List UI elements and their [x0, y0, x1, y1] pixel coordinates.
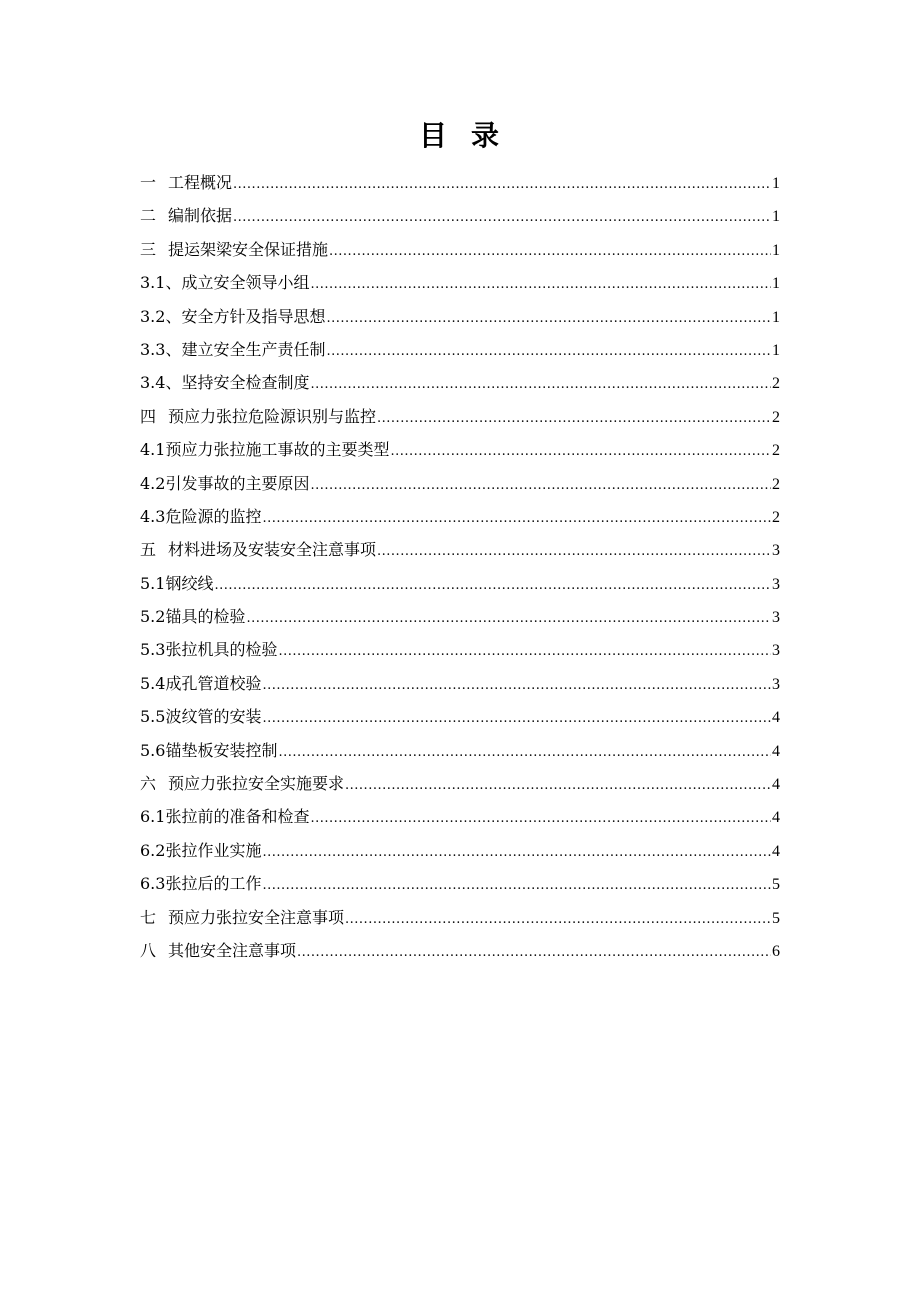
toc-dot-leader: [329, 235, 771, 268]
toc-entry[interactable]: [140, 600, 780, 633]
toc-entry[interactable]: [140, 867, 780, 900]
toc-entry-label: 预应力张拉安全注意事项: [168, 907, 345, 927]
toc-entry-number: 六: [140, 774, 157, 794]
toc-dot-leader: [262, 502, 771, 535]
toc-entry-number: 三: [140, 239, 157, 259]
toc-entry-number: 6.2: [140, 840, 166, 860]
toc-entry-number: 二: [140, 206, 157, 226]
toc-entry-label: 材料进场及安装安全注意事项: [168, 540, 377, 560]
toc-page-number: 1: [772, 175, 780, 192]
toc-entry[interactable]: [140, 400, 780, 433]
toc-dot-leader: [246, 602, 771, 635]
toc-entry-label: 预应力张拉危险源识别与监控: [168, 406, 377, 426]
toc-entry-number: 5.5: [140, 707, 166, 727]
toc-dot-leader: [345, 903, 771, 936]
toc-dot-leader: [377, 535, 771, 568]
toc-dot-leader: [326, 302, 771, 335]
toc-entry[interactable]: [140, 433, 780, 466]
toc-page-number: 2: [772, 475, 780, 493]
toc-entry-number: 七: [140, 907, 157, 927]
toc-dot-leader: [345, 769, 771, 802]
toc-dot-leader: [262, 869, 771, 902]
toc-page-number: 1: [772, 241, 780, 259]
toc-page-number: 4: [772, 776, 780, 794]
toc-entry-number: 一: [140, 173, 157, 192]
toc-entry[interactable]: [140, 767, 780, 800]
toc-entry-number: 6.1: [140, 807, 166, 827]
toc-page-number: 2: [772, 442, 780, 460]
toc-entry-label: 张拉后的工作: [165, 874, 262, 894]
toc-page-number: 3: [772, 642, 780, 660]
toc-entry-number: 五: [140, 540, 157, 560]
toc-entry-number: 6.3: [140, 874, 166, 894]
toc-entry-label: 成孔管道校验: [165, 673, 262, 693]
toc-dot-leader: [214, 569, 771, 602]
toc-dot-leader: [233, 168, 771, 201]
toc-entry[interactable]: [140, 533, 780, 566]
toc-entry-label: 安全方针及指导思想: [181, 306, 326, 326]
toc-entry[interactable]: [140, 300, 780, 333]
title-char-2: 录: [471, 119, 502, 152]
toc-entry-label: 引发事故的主要原因: [165, 473, 310, 493]
toc-dot-leader: [297, 936, 771, 969]
toc-entry-number: 3.4、: [140, 373, 182, 393]
toc-entry[interactable]: [140, 800, 780, 833]
toc-entry[interactable]: [140, 166, 780, 199]
toc-entry-label: 张拉机具的检验: [165, 640, 278, 660]
toc-page-number: 3: [772, 575, 780, 593]
toc-entry[interactable]: [140, 233, 780, 266]
toc-entry-number: 4.2: [140, 473, 166, 493]
toc-page-number: 6: [772, 942, 780, 960]
toc-entry[interactable]: [140, 734, 780, 767]
toc-page-number: 4: [772, 809, 780, 827]
toc-entry-number: 4.3: [140, 506, 166, 526]
toc-entry[interactable]: [140, 700, 780, 733]
table-of-contents: [140, 166, 780, 967]
toc-dot-leader: [233, 201, 771, 234]
title-char-1: 目: [418, 119, 449, 152]
toc-page-number: 5: [772, 876, 780, 894]
toc-entry-label: 成立安全领导小组: [181, 273, 310, 293]
toc-page-number: 4: [772, 842, 780, 860]
toc-entry[interactable]: [140, 934, 780, 967]
toc-entry[interactable]: [140, 500, 780, 533]
toc-entry-number: 3.2、: [140, 306, 182, 326]
toc-dot-leader: [310, 268, 771, 301]
toc-entry-label: 危险源的监控: [165, 506, 262, 526]
toc-entry-label: 波纹管的安装: [165, 707, 262, 727]
toc-entry-number: 4.1: [140, 440, 166, 460]
toc-entry-label: 建立安全生产责任制: [181, 339, 326, 359]
toc-entry-label: 编制依据: [168, 206, 233, 226]
toc-entry-number: 5.6: [140, 740, 166, 760]
toc-dot-leader: [278, 635, 771, 668]
toc-page-number: 5: [772, 909, 780, 927]
toc-entry[interactable]: [140, 266, 780, 299]
toc-entry-number: 5.3: [140, 640, 166, 660]
toc-entry-label: 预应力张拉安全实施要求: [168, 774, 345, 794]
toc-dot-leader: [310, 368, 771, 401]
toc-entry[interactable]: [140, 467, 780, 500]
toc-entry[interactable]: [140, 667, 780, 700]
toc-dot-leader: [310, 469, 771, 502]
toc-entry-label: 提运架梁安全保证措施: [168, 239, 329, 259]
toc-entry-label: 张拉作业实施: [165, 840, 262, 860]
toc-dot-leader: [262, 669, 771, 702]
toc-page-number: 2: [772, 375, 780, 393]
page-title: [0, 114, 920, 158]
toc-entry-label: 张拉前的准备和检查: [165, 807, 310, 827]
toc-page-number: 1: [772, 308, 780, 326]
toc-page-number: 1: [772, 208, 780, 226]
toc-entry-label: 工程概况: [168, 173, 233, 192]
toc-page-number: 1: [772, 341, 780, 359]
toc-dot-leader: [390, 435, 771, 468]
toc-entry-label: 锚垫板安装控制: [165, 740, 278, 760]
toc-entry[interactable]: [140, 633, 780, 666]
toc-dot-leader: [262, 836, 771, 869]
toc-entry[interactable]: [140, 199, 780, 232]
toc-page-number: 4: [772, 709, 780, 727]
toc-entry[interactable]: [140, 567, 780, 600]
toc-entry-label: 预应力张拉施工事故的主要类型: [165, 440, 390, 460]
toc-dot-leader: [278, 736, 771, 769]
toc-entry[interactable]: [140, 901, 780, 934]
toc-page-number: 1: [772, 275, 780, 293]
toc-entry-number: 3.3、: [140, 339, 182, 359]
toc-entry[interactable]: [140, 366, 780, 399]
toc-page-number: 2: [772, 508, 780, 526]
toc-entry-label: 锚具的检验: [165, 607, 246, 627]
toc-entry-number: 八: [140, 940, 157, 960]
toc-page-number: 2: [772, 408, 780, 426]
toc-entry-label: 坚持安全检查制度: [181, 373, 310, 393]
toc-entry-number: 3.1、: [140, 273, 182, 293]
toc-entry[interactable]: [140, 333, 780, 366]
toc-page-number: 4: [772, 742, 780, 760]
toc-entry-number: 5.4: [140, 673, 166, 693]
toc-dot-leader: [326, 335, 771, 368]
toc-entry-number: 5.1: [140, 573, 166, 593]
toc-entry-number: 5.2: [140, 607, 166, 627]
toc-page-number: 3: [772, 542, 780, 560]
toc-entry-number: 四: [140, 406, 157, 426]
toc-dot-leader: [310, 802, 771, 835]
toc-entry-label: 钢绞线: [165, 573, 214, 593]
toc-dot-leader: [377, 402, 771, 435]
toc-entry-label: 其他安全注意事项: [168, 940, 297, 960]
toc-page-number: 3: [772, 609, 780, 627]
toc-entry[interactable]: [140, 834, 780, 867]
toc-page-number: 3: [772, 675, 780, 693]
toc-dot-leader: [262, 702, 771, 735]
